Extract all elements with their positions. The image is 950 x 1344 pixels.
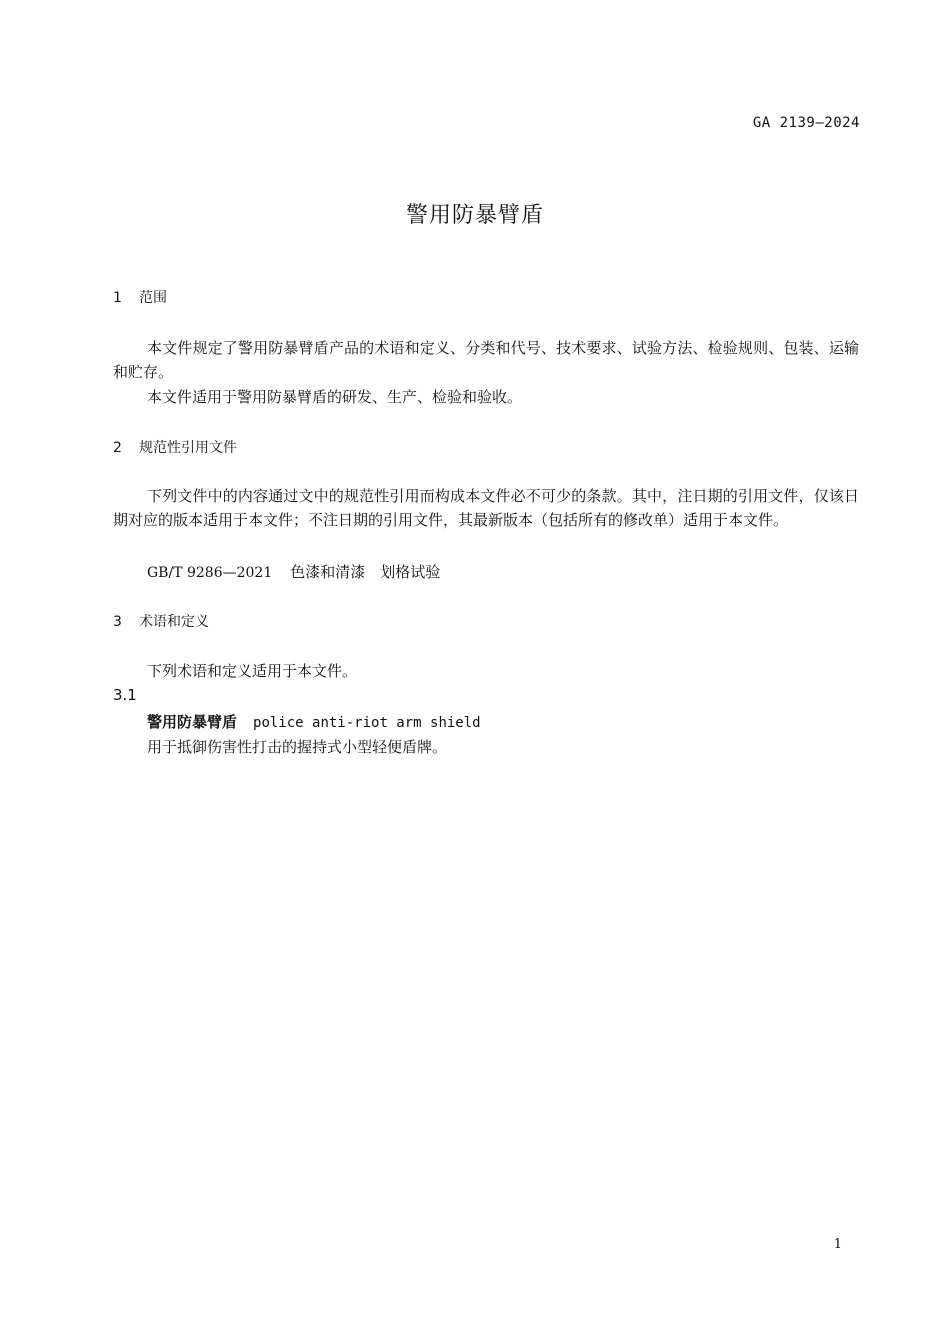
standard-code: GA 2139—2024 [752, 115, 860, 131]
section-title: 术语和定义 [139, 614, 209, 630]
term-chinese: 警用防暴臂盾 [147, 713, 238, 731]
section-3-heading [113, 611, 209, 631]
term-definition: 用于抵御伤害性打击的握持式小型轻便盾牌。 [147, 738, 448, 756]
section-2-heading [113, 437, 237, 457]
section-1-heading [113, 287, 167, 307]
section-number: 1 [113, 290, 122, 306]
section-number: 2 [113, 440, 122, 456]
scope-paragraph-2: 本文件适用于警用防暴臂盾的研发、生产、检验和验收。 [147, 388, 523, 406]
reference-title: 色漆和清漆 划格试验 [290, 563, 441, 581]
document-title: 警用防暴臂盾 [405, 203, 544, 228]
terms-intro: 下列术语和定义适用于本文件。 [147, 662, 358, 680]
normative-references-paragraph: 下列文件中的内容通过文中的规范性引用而构成本文件必不可少的条款。其中，注日期的引用文件，仅该日期对应的版本适用于本文件；不注日期的引用文件，其最新版本（包括所有的修改单）适用于本文件。 [113, 487, 859, 529]
reference-entry [147, 560, 440, 585]
section-number: 3 [113, 614, 122, 630]
section-title: 规范性引用文件 [139, 440, 237, 456]
clause-number: 3.1 [113, 686, 137, 704]
term-english: police anti-riot arm shield [253, 715, 481, 731]
term-entry [147, 711, 481, 732]
reference-code: GB/T 9286—2021 [147, 565, 273, 581]
page-number: 1 [833, 1237, 842, 1252]
section-title: 范围 [139, 290, 167, 306]
scope-paragraph-1: 本文件规定了警用防暴臂盾产品的术语和定义、分类和代号、技术要求、试验方法、检验规则、包装、运输和贮存。 [113, 339, 859, 381]
